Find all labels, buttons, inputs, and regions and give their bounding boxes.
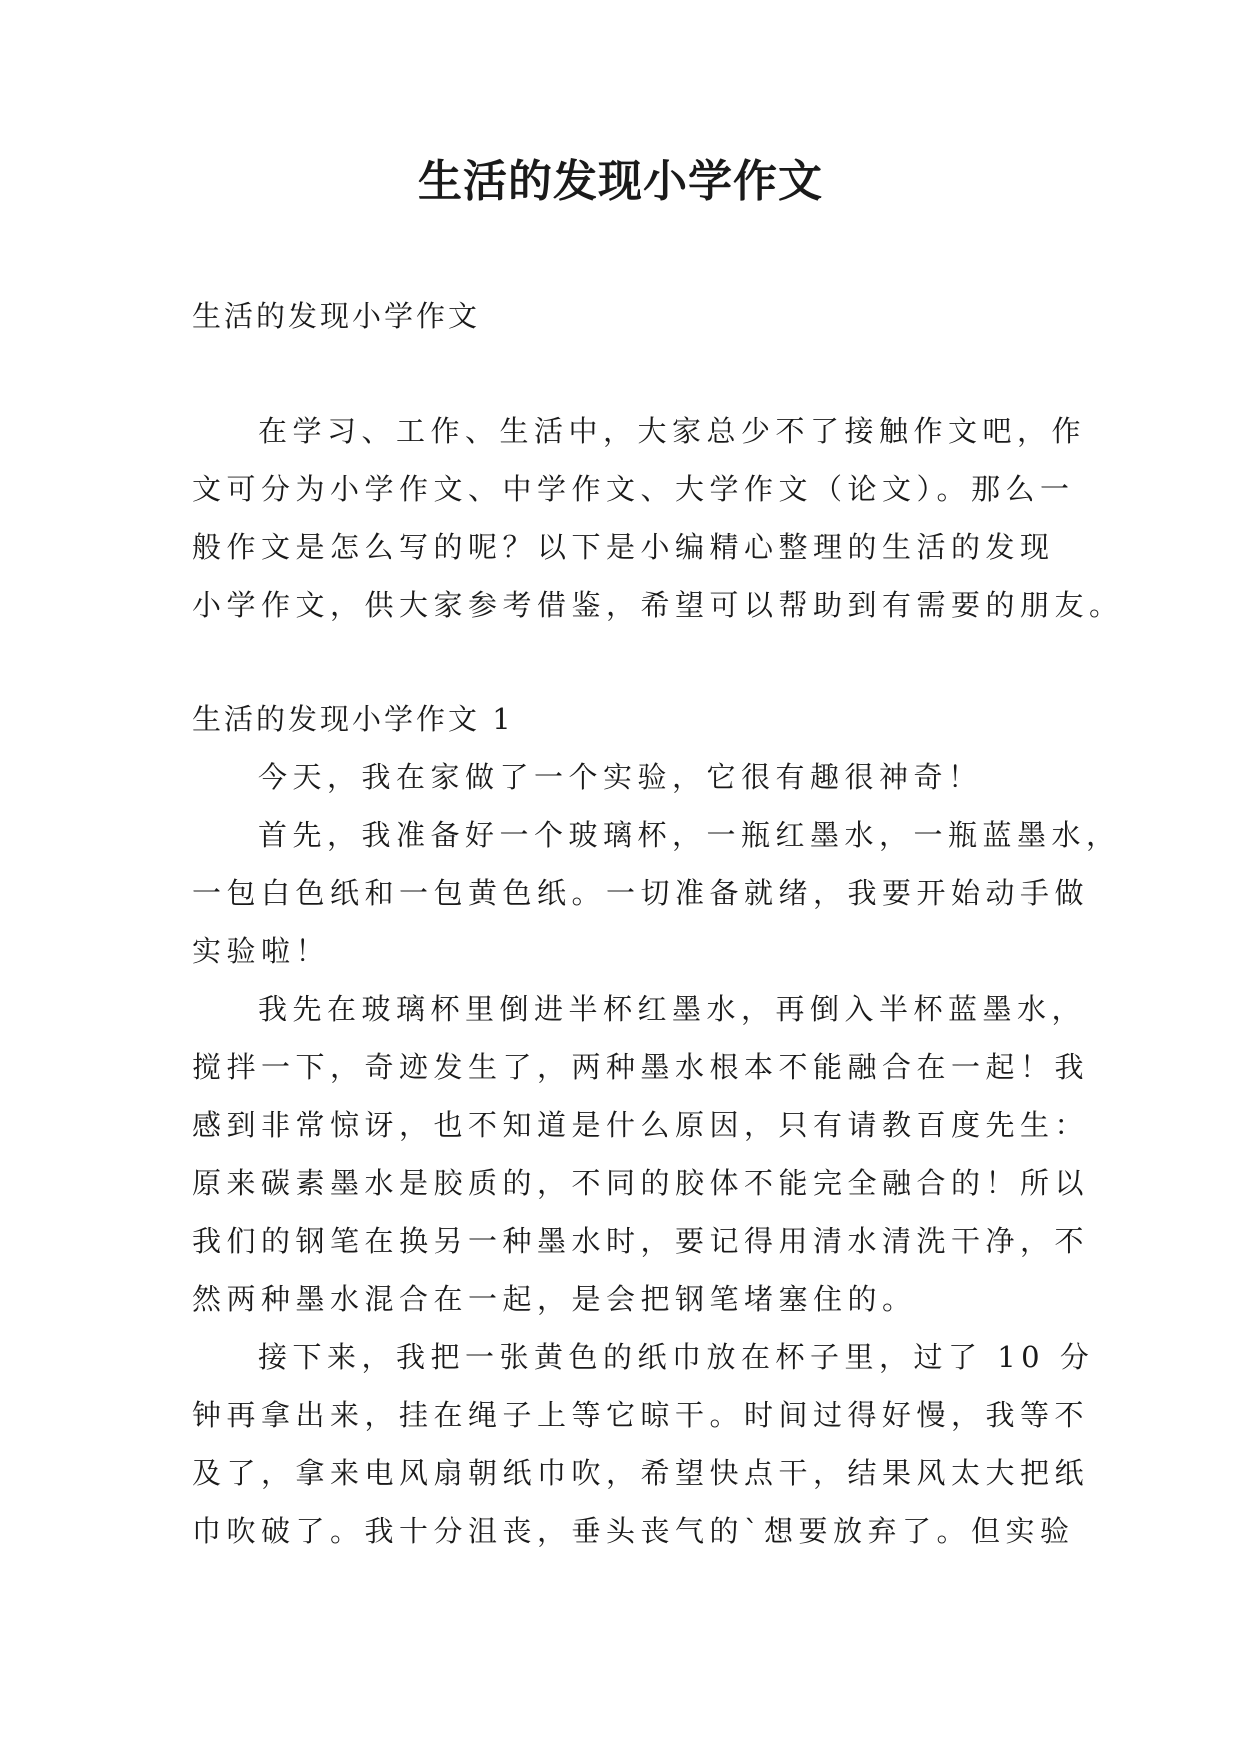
paragraph-line: 小学作文，供大家参考借鉴，希望可以帮助到有需要的朋友。 xyxy=(192,588,1124,622)
essay-section-1 xyxy=(192,690,1121,1560)
paragraph-line: 原来碳素墨水是胶质的，不同的胶体不能完全融合的！所以 xyxy=(192,1166,1090,1200)
paragraph-line: 实验啦！ xyxy=(192,934,331,968)
paragraph-line: 及了，拿来电风扇朝纸巾吹，希望快点干，结果风太大把纸 xyxy=(192,1456,1090,1490)
paragraph-line: 搅拌一下，奇迹发生了，两种墨水根本不能融合在一起！我 xyxy=(192,1050,1090,1084)
paragraph-line: 今天，我在家做了一个实验，它很有趣很神奇！ xyxy=(258,760,983,794)
paragraph-line: 在学习、工作、生活中，大家总少不了接触作文吧，作 xyxy=(258,414,1087,448)
paragraph-line: 接下来，我把一张黄色的纸巾放在杯子里，过了 10 分 xyxy=(258,1340,1095,1374)
paragraph-line: 钟再拿出来，挂在绳子上等它晾干。时间过得好慢，我等不 xyxy=(192,1398,1090,1432)
paragraph-line: 我们的钢笔在换另一种墨水时，要记得用清水清洗干净，不 xyxy=(192,1224,1090,1258)
paragraph-line: 然两种墨水混合在一起，是会把钢笔堵塞住的。 xyxy=(192,1282,917,1316)
paragraph-line: 般作文是怎么写的呢？以下是小编精心整理的生活的发现 xyxy=(192,530,1055,564)
paragraph-line: 首先，我准备好一个玻璃杯，一瓶红墨水，一瓶蓝墨水， xyxy=(258,818,1121,852)
document-title: 生活的发现小学作文 xyxy=(418,156,823,207)
paragraph-line: 感到非常惊讶，也不知道是什么原因，只有请教百度先生： xyxy=(192,1108,1090,1142)
paragraph-line: 一包白色纸和一包黄色纸。一切准备就绪，我要开始动手做 xyxy=(192,876,1090,910)
paragraph-line: 文可分为小学作文、中学作文、大学作文（论文）。那么一 xyxy=(192,472,1075,506)
document-subtitle: 生活的发现小学作文 xyxy=(192,299,481,333)
intro-paragraph xyxy=(192,402,1124,634)
paragraph-line: 巾吹破了。我十分沮丧，垂头丧气的`想要放弃了。但实验 xyxy=(192,1514,1075,1548)
section-heading: 生活的发现小学作文 1 xyxy=(192,702,514,736)
paragraph-line: 我先在玻璃杯里倒进半杯红墨水，再倒入半杯蓝墨水， xyxy=(258,992,1087,1026)
